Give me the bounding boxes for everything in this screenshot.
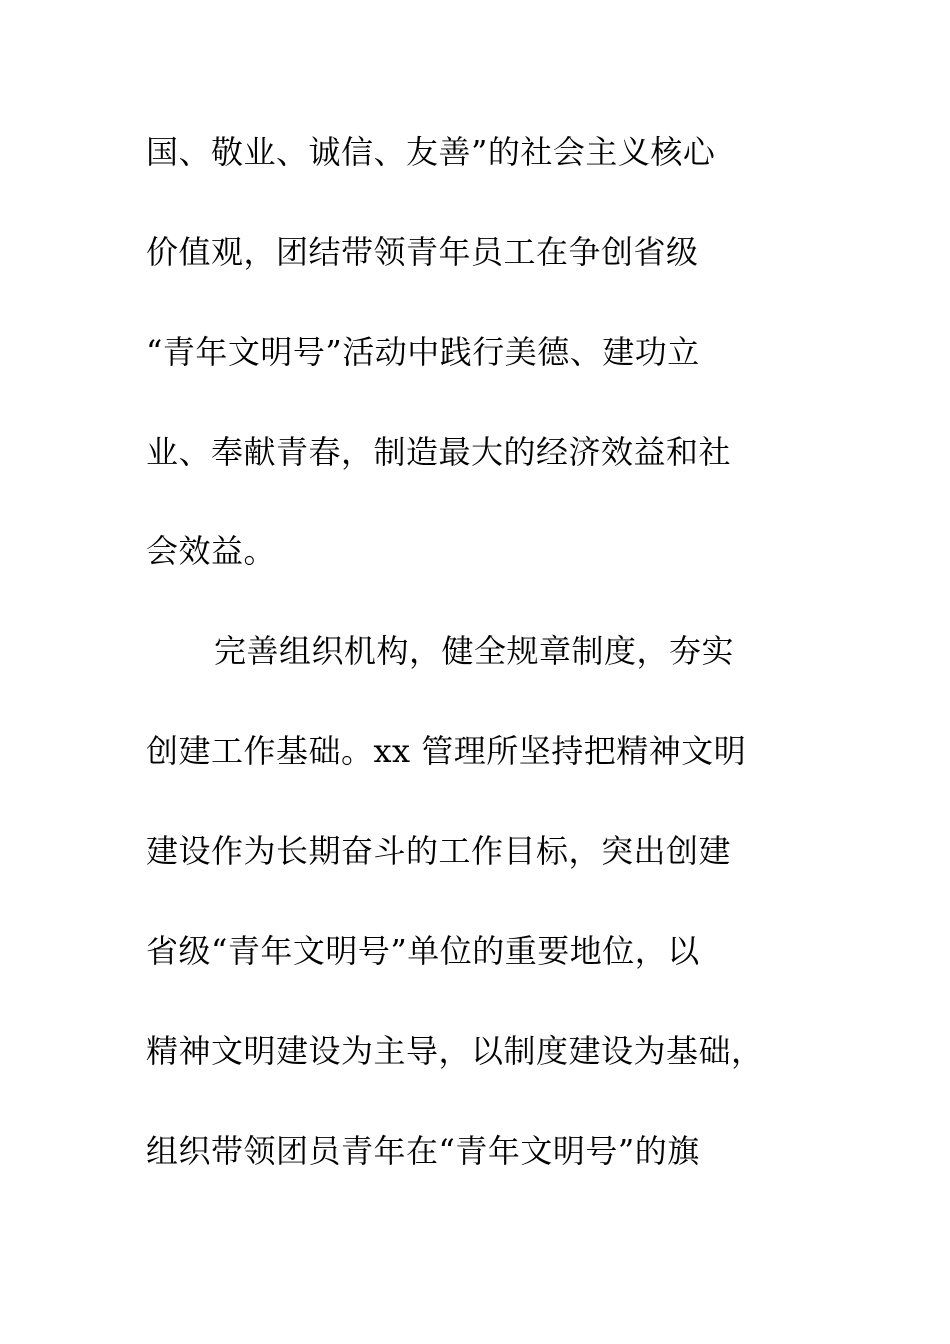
- paragraph-line-6: 完善组织机构，健全规章制度，夯实: [214, 632, 735, 670]
- paragraph-line-10: 精神文明建设为主导，以制度建设为基础，: [146, 1032, 764, 1070]
- paragraph-line-9: 省级“青年文明号”单位的重要地位，以: [146, 932, 700, 970]
- paragraph-line-1: 国、敬业、诚信、友善”的社会主义核心: [146, 133, 716, 171]
- paragraph-line-7: 创建工作基础。xx 管理所坚持把精神文明: [146, 732, 747, 770]
- paragraph-line-11: 组织带领团员青年在“青年文明号”的旗: [146, 1132, 700, 1170]
- paragraph-line-8: 建设作为长期奋斗的工作目标，突出创建: [146, 832, 732, 870]
- paragraph-line-4: 业、奉献青春，制造最大的经济效益和社: [146, 433, 732, 471]
- paragraph-line-2: 价值观，团结带领青年员工在争创省级: [146, 233, 699, 271]
- paragraph-line-5: 会效益。: [146, 532, 277, 570]
- paragraph-line-3: “青年文明号”活动中践行美德、建功立: [146, 333, 700, 371]
